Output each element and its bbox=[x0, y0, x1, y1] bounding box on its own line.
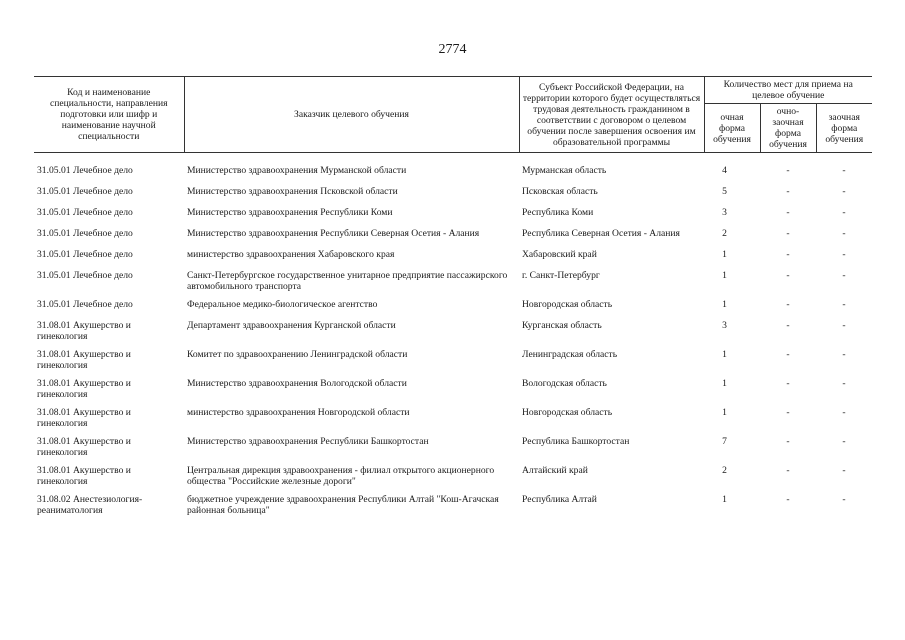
cell-region: Вологодская область bbox=[522, 378, 607, 389]
cell-fulltime: 7 bbox=[722, 436, 727, 447]
page-number: 2774 bbox=[438, 42, 467, 57]
cell-code: 31.05.01 Лечебное дело bbox=[37, 165, 133, 176]
cell-customer: Комитет по здравоохранению Ленинградской области bbox=[187, 349, 408, 360]
cell-region: Новгородская область bbox=[522, 299, 613, 310]
cell-parttime: - bbox=[842, 186, 846, 197]
cell-region: г. Санкт-Петербург bbox=[522, 270, 600, 281]
cell-mixed: - bbox=[786, 207, 790, 218]
cell-parttime: - bbox=[842, 249, 846, 260]
cell-mixed: - bbox=[786, 494, 790, 505]
cell-parttime: - bbox=[842, 299, 846, 310]
cell-code: 31.08.01 Акушерство и гинекология bbox=[37, 465, 131, 487]
cell-fulltime: 1 bbox=[722, 378, 727, 389]
cell-fulltime: 1 bbox=[722, 407, 727, 418]
header-customer: Заказчик целевого обучения bbox=[184, 77, 519, 153]
cell-code: 31.05.01 Лечебное дело bbox=[37, 228, 133, 239]
table-row bbox=[34, 247, 872, 268]
table-row bbox=[34, 297, 872, 318]
cell-code: 31.08.01 Акушерство и гинекология bbox=[37, 407, 131, 429]
cell-parttime: - bbox=[842, 320, 846, 331]
cell-mixed: - bbox=[786, 228, 790, 239]
cell-customer: Министерство здравоохранения Мурманской области bbox=[187, 165, 407, 176]
cell-mixed: - bbox=[786, 165, 790, 176]
table-row bbox=[34, 347, 872, 376]
cell-code: 31.08.01 Акушерство и гинекология bbox=[37, 349, 131, 371]
header-places: Количество мест для приема на целевое обучение bbox=[704, 77, 872, 104]
cell-mixed: - bbox=[786, 349, 790, 360]
cell-fulltime: 2 bbox=[722, 465, 727, 476]
cell-parttime: - bbox=[842, 494, 846, 505]
cell-code: 31.08.01 Акушерство и гинекология bbox=[37, 320, 131, 342]
cell-customer: Федеральное медико-биологическое агентство bbox=[187, 299, 378, 310]
cell-region: Республика Башкортостан bbox=[522, 436, 630, 447]
cell-customer: Министерство здравоохранения Псковской области bbox=[187, 186, 398, 197]
cell-fulltime: 1 bbox=[722, 249, 727, 260]
cell-mixed: - bbox=[786, 407, 790, 418]
cell-code: 31.05.01 Лечебное дело bbox=[37, 270, 133, 281]
cell-customer: министерство здравоохранения Хабаровского края bbox=[187, 249, 395, 260]
table-row bbox=[34, 318, 872, 347]
table-row bbox=[34, 205, 872, 226]
cell-code: 31.08.02 Анестезиология-реаниматология bbox=[37, 494, 143, 516]
cell-code: 31.08.01 Акушерство и гинекология bbox=[37, 436, 131, 458]
cell-mixed: - bbox=[786, 270, 790, 281]
cell-region: Хабаровский край bbox=[522, 249, 597, 260]
cell-fulltime: 4 bbox=[722, 165, 727, 176]
table-row bbox=[34, 184, 872, 205]
cell-customer: Департамент здравоохранения Курганской области bbox=[187, 320, 396, 331]
cell-parttime: - bbox=[842, 378, 846, 389]
cell-region: Алтайский край bbox=[522, 465, 588, 476]
cell-customer: бюджетное учреждение здравоохранения Республики Алтай "Кош-Агачская районная больница" bbox=[187, 494, 499, 516]
cell-code: 31.05.01 Лечебное дело bbox=[37, 186, 133, 197]
cell-fulltime: 1 bbox=[722, 270, 727, 281]
table-body bbox=[34, 153, 872, 522]
table-row bbox=[34, 434, 872, 463]
cell-fulltime: 2 bbox=[722, 228, 727, 239]
cell-parttime: - bbox=[842, 165, 846, 176]
table-row bbox=[34, 376, 872, 405]
header-mixed: очно-заочная форма обучения bbox=[760, 104, 816, 153]
cell-region: Курганская область bbox=[522, 320, 602, 331]
cell-region: Ленинградская область bbox=[522, 349, 618, 360]
cell-fulltime: 5 bbox=[722, 186, 727, 197]
cell-customer: Министерство здравоохранения Республики Коми bbox=[187, 207, 393, 218]
cell-region: Республика Коми bbox=[522, 207, 594, 218]
cell-customer: Министерство здравоохранения Республики Северная Осетия - Алания bbox=[187, 228, 480, 239]
cell-mixed: - bbox=[786, 378, 790, 389]
cell-region: Псковская область bbox=[522, 186, 598, 197]
table-row bbox=[34, 163, 872, 184]
header-code: Код и наименование специальности, направления подготовки или шифр и наименование научной специальности bbox=[34, 77, 184, 153]
header-parttime: заочная форма обучения bbox=[816, 104, 872, 153]
table-row bbox=[34, 268, 872, 297]
cell-code: 31.05.01 Лечебное дело bbox=[37, 207, 133, 218]
table-row bbox=[34, 405, 872, 434]
header-fulltime: очная форма обучения bbox=[704, 104, 760, 153]
cell-parttime: - bbox=[842, 349, 846, 360]
cell-customer: Министерство здравоохранения Вологодской области bbox=[187, 378, 407, 389]
cell-fulltime: 1 bbox=[722, 349, 727, 360]
cell-code: 31.05.01 Лечебное дело bbox=[37, 249, 133, 260]
cell-fulltime: 3 bbox=[722, 207, 727, 218]
cell-customer: Санкт-Петербургское государственное унитарное предприятие пассажирского автомобильного транспорта bbox=[187, 270, 508, 292]
cell-fulltime: 1 bbox=[722, 494, 727, 505]
cell-fulltime: 3 bbox=[722, 320, 727, 331]
table-row bbox=[34, 463, 872, 492]
cell-mixed: - bbox=[786, 299, 790, 310]
cell-customer: министерство здравоохранения Новгородской области bbox=[187, 407, 410, 418]
cell-mixed: - bbox=[786, 320, 790, 331]
cell-code: 31.05.01 Лечебное дело bbox=[37, 299, 133, 310]
cell-code: 31.08.01 Акушерство и гинекология bbox=[37, 378, 131, 400]
cell-mixed: - bbox=[786, 465, 790, 476]
header-region: Субъект Российской Федерации, на территории которого будет осуществляться трудовая деятельность гражданином в соответствии с договором о целевом обучении после завершения освоения им образовательной программы bbox=[519, 77, 704, 153]
cell-parttime: - bbox=[842, 407, 846, 418]
cell-region: Республика Алтай bbox=[522, 494, 597, 505]
table-header bbox=[34, 77, 872, 153]
table-row bbox=[34, 492, 872, 521]
cell-fulltime: 1 bbox=[722, 299, 727, 310]
cell-customer: Министерство здравоохранения Республики Башкортостан bbox=[187, 436, 429, 447]
cell-region: Мурманская область bbox=[522, 165, 607, 176]
cell-customer: Центральная дирекция здравоохранения - филиал открытого акционерного общества "Российские железные дороги" bbox=[187, 465, 495, 487]
cell-mixed: - bbox=[786, 186, 790, 197]
targeted-training-table bbox=[34, 76, 872, 521]
table-row bbox=[34, 226, 872, 247]
cell-mixed: - bbox=[786, 436, 790, 447]
cell-region: Новгородская область bbox=[522, 407, 613, 418]
cell-parttime: - bbox=[842, 228, 846, 239]
cell-parttime: - bbox=[842, 270, 846, 281]
cell-region: Республика Северная Осетия - Алания bbox=[522, 228, 680, 239]
cell-parttime: - bbox=[842, 465, 846, 476]
cell-parttime: - bbox=[842, 207, 846, 218]
cell-parttime: - bbox=[842, 436, 846, 447]
cell-mixed: - bbox=[786, 249, 790, 260]
